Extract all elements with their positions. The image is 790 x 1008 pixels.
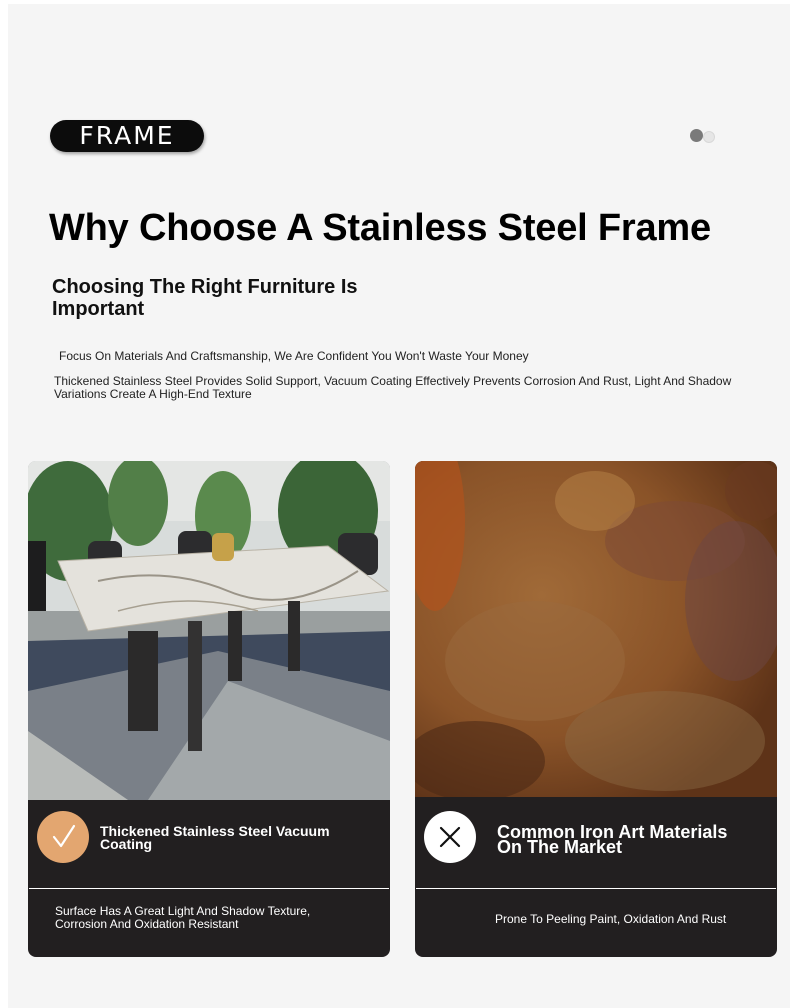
iron-material-card xyxy=(415,461,777,957)
frame-badge: FRAME xyxy=(50,120,204,152)
cross-icon xyxy=(424,811,476,863)
description-text: Thickened Stainless Steel Provides Solid Support, Vacuum Coating Effectively Prevents Corrosion And Rust, Light And Shadow Variations Create A High-End Texture xyxy=(54,374,732,401)
checkmark-icon xyxy=(37,811,89,863)
card-heading: Thickened Stainless Steel Vacuum Coating xyxy=(100,823,330,852)
card-description: Surface Has A Great Light And Shadow Texture, Corrosion And Oxidation Resistant xyxy=(55,904,311,931)
card-divider xyxy=(29,888,389,889)
rusted-iron-photo xyxy=(415,461,777,797)
card-description: Prone To Peeling Paint, Oxidation And Rust xyxy=(495,912,727,926)
card-heading: Common Iron Art Materials On The Market xyxy=(497,822,728,857)
section-title: Why Choose A Stainless Steel Frame xyxy=(49,207,711,249)
dining-table-photo xyxy=(28,461,390,800)
carousel-dot-active[interactable] xyxy=(690,129,703,142)
stainless-steel-card xyxy=(28,461,390,957)
page-background xyxy=(8,4,790,1008)
carousel-dots[interactable] xyxy=(690,128,720,144)
focus-text: Focus On Materials And Craftsmanship, We Are Confident You Won't Waste Your Money xyxy=(59,349,529,363)
carousel-dot[interactable] xyxy=(703,131,715,143)
card-divider xyxy=(416,888,776,889)
section-subtitle: Choosing The Right Furniture Is Important xyxy=(52,276,358,320)
